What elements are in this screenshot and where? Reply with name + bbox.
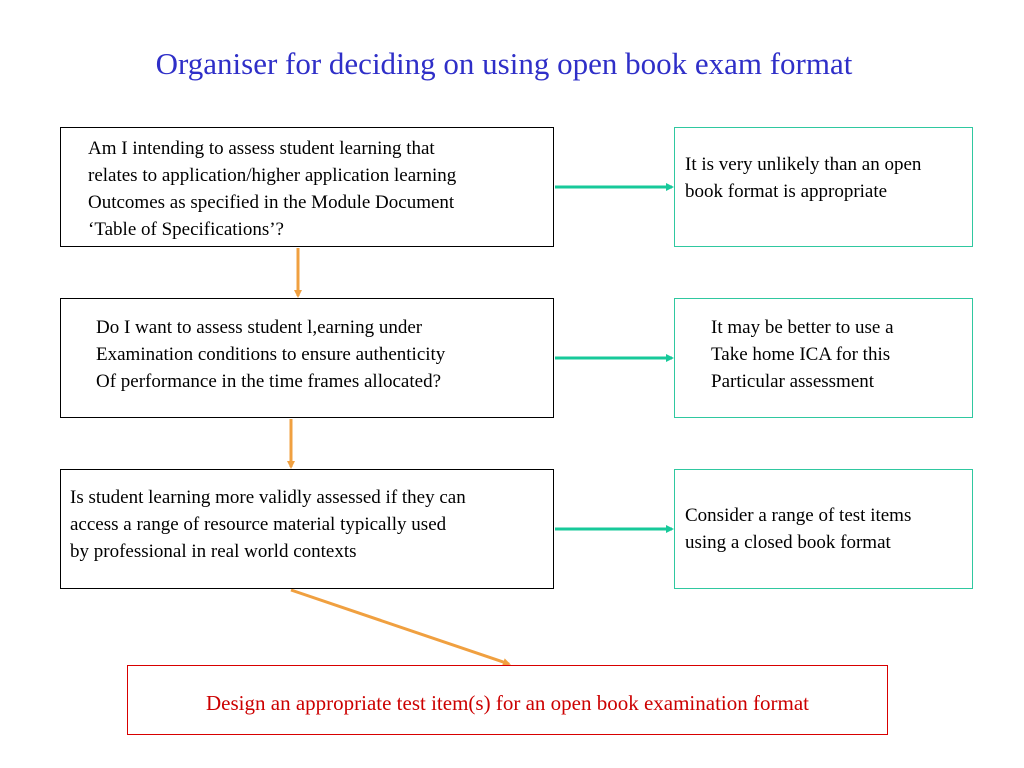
final-outcome-box bbox=[127, 665, 888, 735]
question-1-text: Am I intending to assess student learning that relates to application/higher application learning Outcomes as specified in the Module Document ‘Table of Specifications’? bbox=[88, 138, 457, 240]
answer-1-text: It is very unlikely than an open book format is appropriate bbox=[685, 154, 922, 202]
question-3-text: Is student learning more validly assessed if they can access a range of resource material typically used by professional in real world contexts bbox=[70, 487, 466, 562]
question-2-text: Do I want to assess student l,earning under Examination conditions to ensure authenticity Of performance in the time frames allocated? bbox=[96, 317, 446, 392]
final-outcome-text: Design an appropriate test item(s) for an open book examination format bbox=[206, 691, 809, 715]
arrow-q3-to-final bbox=[291, 590, 509, 664]
answer-box-1 bbox=[674, 127, 973, 247]
answer-box-3 bbox=[674, 469, 973, 589]
question-box-2 bbox=[60, 298, 554, 418]
answer-box-2 bbox=[674, 298, 973, 418]
question-box-3 bbox=[60, 469, 554, 589]
answer-3-text: Consider a range of test items using a closed book format bbox=[685, 505, 912, 553]
answer-2-text: It may be better to use a Take home ICA for this Particular assessment bbox=[711, 317, 894, 392]
question-box-1 bbox=[60, 127, 554, 247]
page-title: Organiser for deciding on using open book exam format bbox=[155, 46, 853, 81]
